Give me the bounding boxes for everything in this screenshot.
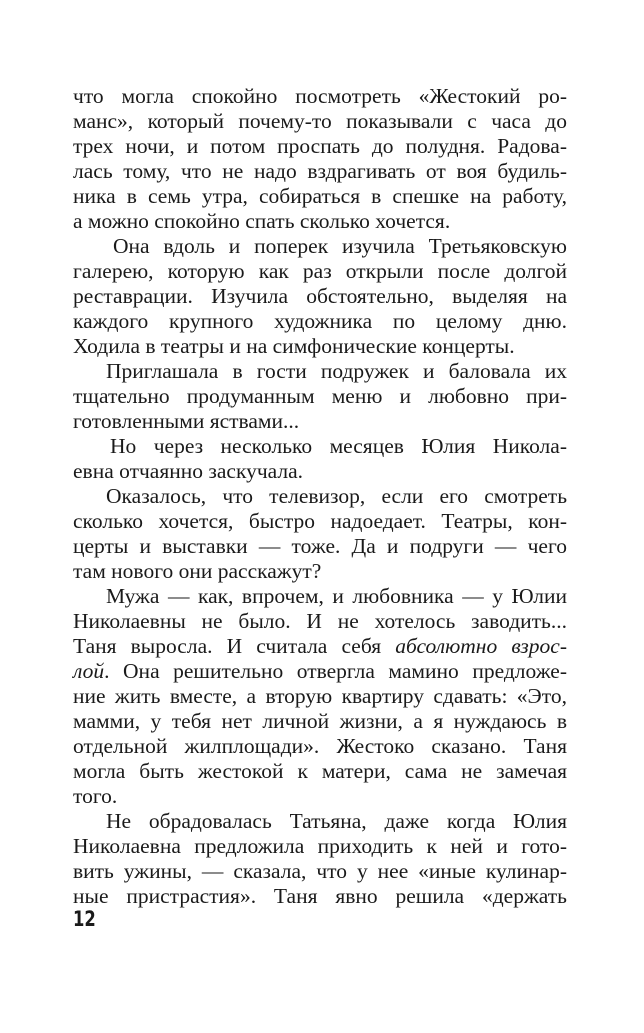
text-line: что могла спокойно посмотреть «Жестокий ро- — [73, 84, 567, 108]
text-line: Мужа — как, впрочем, и любовника — у Юлии — [106, 584, 567, 608]
text-line: галерею, которую как раз открыли после долгой — [73, 259, 567, 283]
paragraph — [73, 234, 567, 359]
paragraph — [73, 84, 567, 234]
text-segment: Таня выросла. И считала себя — [73, 634, 396, 658]
text-line: отдельной жилплощади». Жестоко сказано. Таня — [73, 734, 567, 758]
text-line: сколько хочется, быстро надоедает. Театры, кон- — [73, 509, 567, 533]
text-line: Но через несколько месяцев Юлия Николa- — [110, 434, 567, 458]
text-line: ние жить вместе, а вторую квартиру сдавать: «Это, — [73, 684, 567, 708]
text-line: Николаевна предложила приходить к ней и гото- — [73, 834, 567, 858]
text-line: вить ужины, — сказала, что у нее «иные кулинар- — [73, 859, 567, 883]
text-line: Ходила в театры и на симфонические концерты. — [73, 334, 515, 358]
text-line: тщательно продуманным меню и любовно при- — [73, 384, 567, 408]
text-line: Она вдоль и поперек изучила Третьяковскую — [113, 234, 567, 258]
text-line: каждого крупного художника по целому дню. — [73, 309, 567, 333]
text-line: Оказалось, что телевизор, если его смотреть — [106, 484, 567, 508]
italic-text: лой — [73, 659, 105, 683]
text-line: того. — [73, 784, 118, 808]
text-line: реставрации. Изучила обстоятельно, выделяя на — [73, 284, 567, 308]
text-line: Николаевны не было. И не хотелось заводить... — [73, 609, 567, 633]
text-line: евна отчаянно заскучала. — [73, 459, 304, 483]
paragraph — [73, 359, 567, 434]
text-segment: . Она решительно отвергла мамино предложе- — [104, 659, 567, 683]
text-line: церты и выставки — тоже. Да и подруги — чего — [73, 534, 567, 558]
page-number: 12 — [73, 907, 96, 931]
paragraph — [73, 809, 567, 909]
italic-text: абсолютно взрос- — [395, 634, 567, 658]
text-line: ника в семь утра, собираться в спешке на работу, — [73, 184, 567, 208]
text-line: могла быть жестокой к матери, сама не замечая — [73, 759, 567, 783]
text-line: манс», который почему-то показывали с часа до — [73, 109, 567, 133]
text-line — [73, 659, 567, 684]
text-line: мамми, у тебя нет личной жизни, а я нуждаюсь в — [73, 709, 567, 733]
text-line: Не обрадовалась Татьяна, даже когда Юлия — [106, 809, 567, 833]
text-line: готовленными яствами... — [73, 409, 300, 433]
text-line: а можно спокойно спать сколько хочется. — [73, 209, 451, 233]
page-text — [73, 84, 567, 909]
text-line — [73, 634, 567, 659]
paragraph — [73, 484, 567, 584]
text-line: там нового они расскажут? — [73, 559, 322, 583]
text-line: ные пристрастия». Таня явно решила «держать — [73, 884, 567, 908]
text-line: трех ночи, и потом проспать до полудня. Радова- — [73, 134, 567, 158]
paragraph — [73, 584, 567, 809]
text-line: Приглашала в гости подружек и баловала их — [106, 359, 567, 383]
text-line: лась тому, что не надо вздрагивать от воя будиль- — [73, 159, 567, 183]
paragraph — [73, 434, 567, 484]
